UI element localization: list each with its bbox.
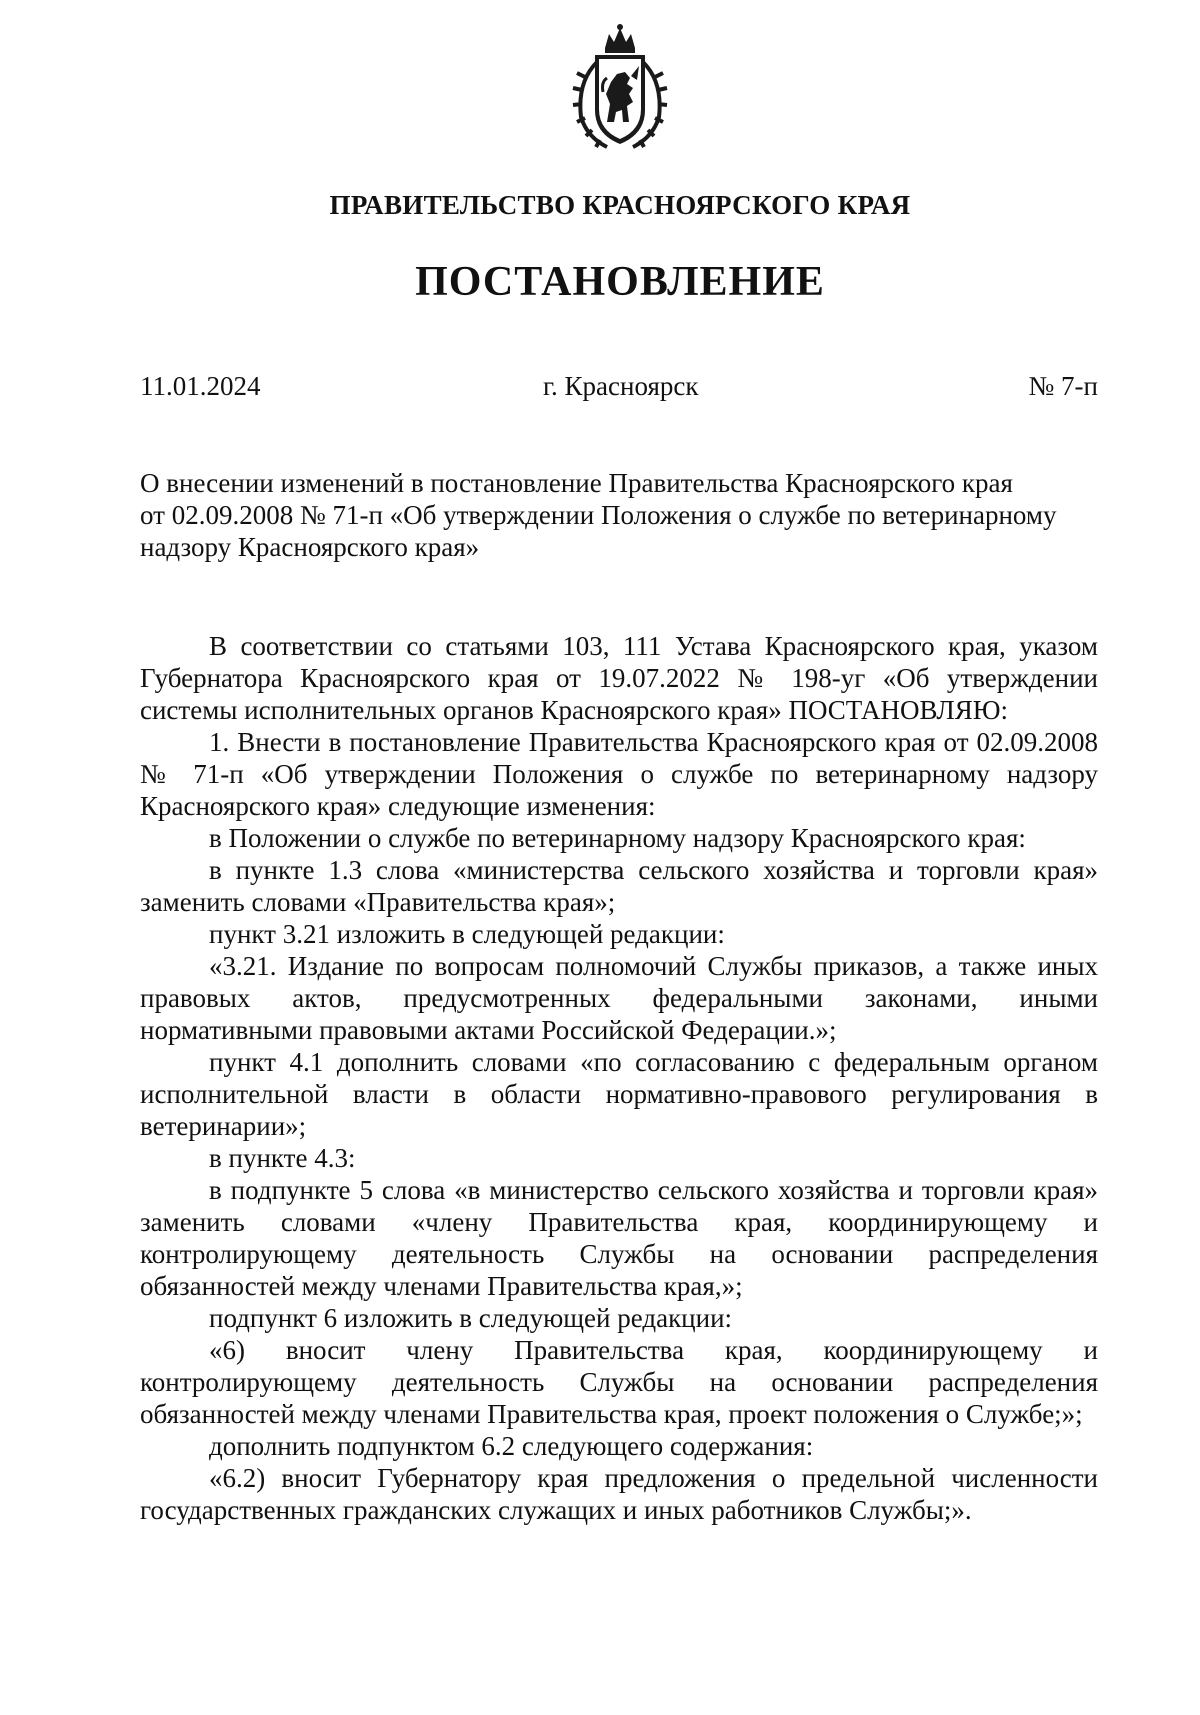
document-date: 11.01.2024 xyxy=(140,371,261,401)
body-paragraph: в пункте 1.3 слова «министерства сельского хозяйства и торговли края» заменить словами «Правительства края»; xyxy=(140,855,1098,917)
document-subject xyxy=(140,467,1098,563)
subject-line: О внесении изменений в постановление Правительства Красноярского края xyxy=(140,468,1013,498)
document-type: ПОСТАНОВЛЕНИЕ xyxy=(415,259,825,305)
body-paragraph: «6) вносит члену Правительства края, координирующему и контролирующему деятельность Службы на основании распределения обязанностей между членами Правительства края, проект положения о Службе;»; xyxy=(140,1335,1098,1429)
subject-line: от 02.09.2008 № 71-п «Об утверждении Положения о службе по ветеринарному xyxy=(140,500,1057,530)
body-paragraph: «6.2) вносит Губернатору края предложения о предельной численности государственных гражданских служащих и иных работников Службы;». xyxy=(140,1463,1098,1525)
document-body xyxy=(140,630,1098,1526)
body-paragraph: «3.21. Издание по вопросам полномочий Службы приказов, а также иных правовых актов, предусмотренных федеральными законами, иными нормативными правовыми актами Российской Федерации.»; xyxy=(140,951,1098,1045)
government-name: ПРАВИТЕЛЬСТВО КРАСНОЯРСКОГО КРАЯ xyxy=(329,190,911,220)
body-paragraph: в подпункте 5 слова «в министерство сельского хозяйства и торговли края» заменить словами «члену Правительства края, координирующему и контролирующему деятельность Службы на основании распределения обязанностей между членами Правительства края,»; xyxy=(140,1175,1098,1301)
document-city: г. Красноярск xyxy=(543,371,699,401)
body-paragraph: 1. Внести в постановление Правительства Красноярского края от 02.09.2008 № 71-п «Об утверждении Положения о службе по ветеринарному надзору Красноярского края» следующие изменения: xyxy=(140,727,1098,821)
body-paragraph: в пункте 4.3: xyxy=(209,1143,356,1173)
body-paragraph: В соответствии со статьями 103, 111 Устава Красноярского края, указом Губернатора Красноярского края от 19.07.2022 № 198-уг «Об утверждении системы исполнительных органов Красноярского края» ПОСТАНОВЛЯЮ: xyxy=(140,631,1098,725)
body-paragraph: дополнить подпунктом 6.2 следующего содержания: xyxy=(209,1431,814,1461)
document-meta xyxy=(140,371,1098,403)
coat-of-arms-icon xyxy=(567,22,673,154)
document-number: № 7-п xyxy=(1028,371,1098,401)
body-paragraph: в Положении о службе по ветеринарному надзору Красноярского края: xyxy=(209,823,1026,853)
subject-line: надзору Красноярского края» xyxy=(140,532,480,562)
body-paragraph: подпункт 6 изложить в следующей редакции: xyxy=(209,1303,733,1333)
body-paragraph: пункт 3.21 изложить в следующей редакции: xyxy=(209,919,725,949)
body-paragraph: пункт 4.1 дополнить словами «по согласованию с федеральным органом исполнительной власти в области нормативно-правового регулирования в ветеринарии»; xyxy=(140,1047,1098,1141)
